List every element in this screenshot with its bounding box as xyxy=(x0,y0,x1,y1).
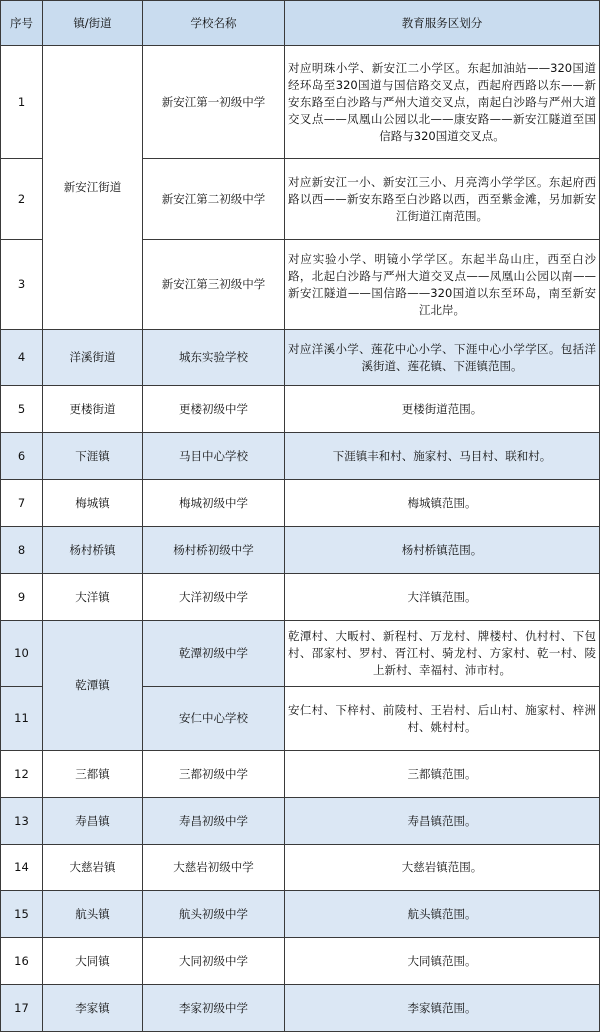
row-town: 三都镇 xyxy=(43,751,143,798)
row-area: 安仁村、下梓村、前陵村、王岩村、后山村、施家村、梓洲村、姚村村。 xyxy=(285,687,600,751)
row-town: 航头镇 xyxy=(43,891,143,938)
row-town: 杨村桥镇 xyxy=(43,527,143,574)
row-town: 大同镇 xyxy=(43,938,143,985)
table-row xyxy=(1,891,600,938)
row-no: 5 xyxy=(1,386,43,433)
row-area: 下涯镇丰和村、施家村、马目村、联和村。 xyxy=(285,433,600,480)
header-row xyxy=(1,1,600,46)
table-row xyxy=(1,985,600,1032)
row-school: 大同初级中学 xyxy=(143,938,285,985)
table-row xyxy=(1,574,600,621)
row-no: 12 xyxy=(1,751,43,798)
row-town: 下涯镇 xyxy=(43,433,143,480)
row-town: 梅城镇 xyxy=(43,480,143,527)
row-school: 安仁中心学校 xyxy=(143,687,285,751)
row-no: 11 xyxy=(1,687,43,751)
table-row xyxy=(1,433,600,480)
row-area: 更楼街道范围。 xyxy=(285,386,600,433)
row-no: 16 xyxy=(1,938,43,985)
row-town: 新安江街道 xyxy=(43,46,143,330)
header-no: 序号 xyxy=(1,1,43,46)
table-row xyxy=(1,938,600,985)
header-town: 镇/街道 xyxy=(43,1,143,46)
row-no: 13 xyxy=(1,798,43,845)
table-row xyxy=(1,527,600,574)
row-area: 对应洋溪小学、莲花中心小学、下涯中心小学学区。包括洋溪街道、莲花镇、下涯镇范围。 xyxy=(285,330,600,386)
row-no: 6 xyxy=(1,433,43,480)
row-school: 大慈岩初级中学 xyxy=(143,845,285,891)
table-row xyxy=(1,46,600,159)
row-no: 10 xyxy=(1,621,43,687)
row-school: 新安江第一初级中学 xyxy=(143,46,285,159)
row-area: 梅城镇范围。 xyxy=(285,480,600,527)
row-school: 新安江第三初级中学 xyxy=(143,240,285,330)
row-area: 对应实验小学、明镜小学学区。东起半岛山庄，西至白沙路，北起白沙路与严州大道交叉点——凤凰山公园以南——新安江隧道——国信路——320国道以东至环岛，南至新安江北岸。 xyxy=(285,240,600,330)
row-school: 新安江第二初级中学 xyxy=(143,159,285,240)
row-area: 三都镇范围。 xyxy=(285,751,600,798)
row-area: 大慈岩镇范围。 xyxy=(285,845,600,891)
row-area: 大同镇范围。 xyxy=(285,938,600,985)
row-no: 9 xyxy=(1,574,43,621)
row-town: 寿昌镇 xyxy=(43,798,143,845)
row-area: 对应明珠小学、新安江二小学区。东起加油站——320国道经环岛至320国道与国信路交叉点，西起府西路以东——新安东路至白沙路与严州大道交叉点，南起白沙路与严州大道交叉点——凤凰山公园以北——康安路——新安江隧道至国信路与320国道交叉点。 xyxy=(285,46,600,159)
header-area: 教育服务区划分 xyxy=(285,1,600,46)
row-area: 大洋镇范围。 xyxy=(285,574,600,621)
row-area: 乾潭村、大畈村、新程村、万龙村、牌楼村、仇村村、下包村、邵家村、罗村、胥江村、骑龙村、方家村、乾一村、陵上新村、幸福村、沛市村。 xyxy=(285,621,600,687)
row-town: 洋溪街道 xyxy=(43,330,143,386)
table-row xyxy=(1,798,600,845)
row-school: 城东实验学校 xyxy=(143,330,285,386)
table-row xyxy=(1,621,600,687)
row-school: 李家初级中学 xyxy=(143,985,285,1032)
row-town: 大慈岩镇 xyxy=(43,845,143,891)
row-no: 3 xyxy=(1,240,43,330)
row-school: 寿昌初级中学 xyxy=(143,798,285,845)
row-school: 杨村桥初级中学 xyxy=(143,527,285,574)
row-area: 杨村桥镇范围。 xyxy=(285,527,600,574)
row-no: 17 xyxy=(1,985,43,1032)
table-row xyxy=(1,330,600,386)
header-school: 学校名称 xyxy=(143,1,285,46)
row-no: 7 xyxy=(1,480,43,527)
row-no: 8 xyxy=(1,527,43,574)
table-row xyxy=(1,480,600,527)
row-area: 对应新安江一小、新安江三小、月亮湾小学学区。东起府西路以西——新安东路至白沙路以西，西至紫金滩，另加新安江街道江南范围。 xyxy=(285,159,600,240)
row-town: 乾潭镇 xyxy=(43,621,143,751)
row-town: 大洋镇 xyxy=(43,574,143,621)
row-no: 15 xyxy=(1,891,43,938)
table-row xyxy=(1,751,600,798)
row-area: 航头镇范围。 xyxy=(285,891,600,938)
row-no: 4 xyxy=(1,330,43,386)
table-row xyxy=(1,845,600,891)
row-town: 李家镇 xyxy=(43,985,143,1032)
row-area: 李家镇范围。 xyxy=(285,985,600,1032)
row-no: 1 xyxy=(1,46,43,159)
table-row xyxy=(1,386,600,433)
row-school: 梅城初级中学 xyxy=(143,480,285,527)
row-school: 航头初级中学 xyxy=(143,891,285,938)
row-no: 2 xyxy=(1,159,43,240)
row-no: 14 xyxy=(1,845,43,891)
row-area: 寿昌镇范围。 xyxy=(285,798,600,845)
row-school: 三都初级中学 xyxy=(143,751,285,798)
row-school: 大洋初级中学 xyxy=(143,574,285,621)
row-town: 更楼街道 xyxy=(43,386,143,433)
row-school: 更楼初级中学 xyxy=(143,386,285,433)
row-school: 马目中心学校 xyxy=(143,433,285,480)
row-school: 乾潭初级中学 xyxy=(143,621,285,687)
